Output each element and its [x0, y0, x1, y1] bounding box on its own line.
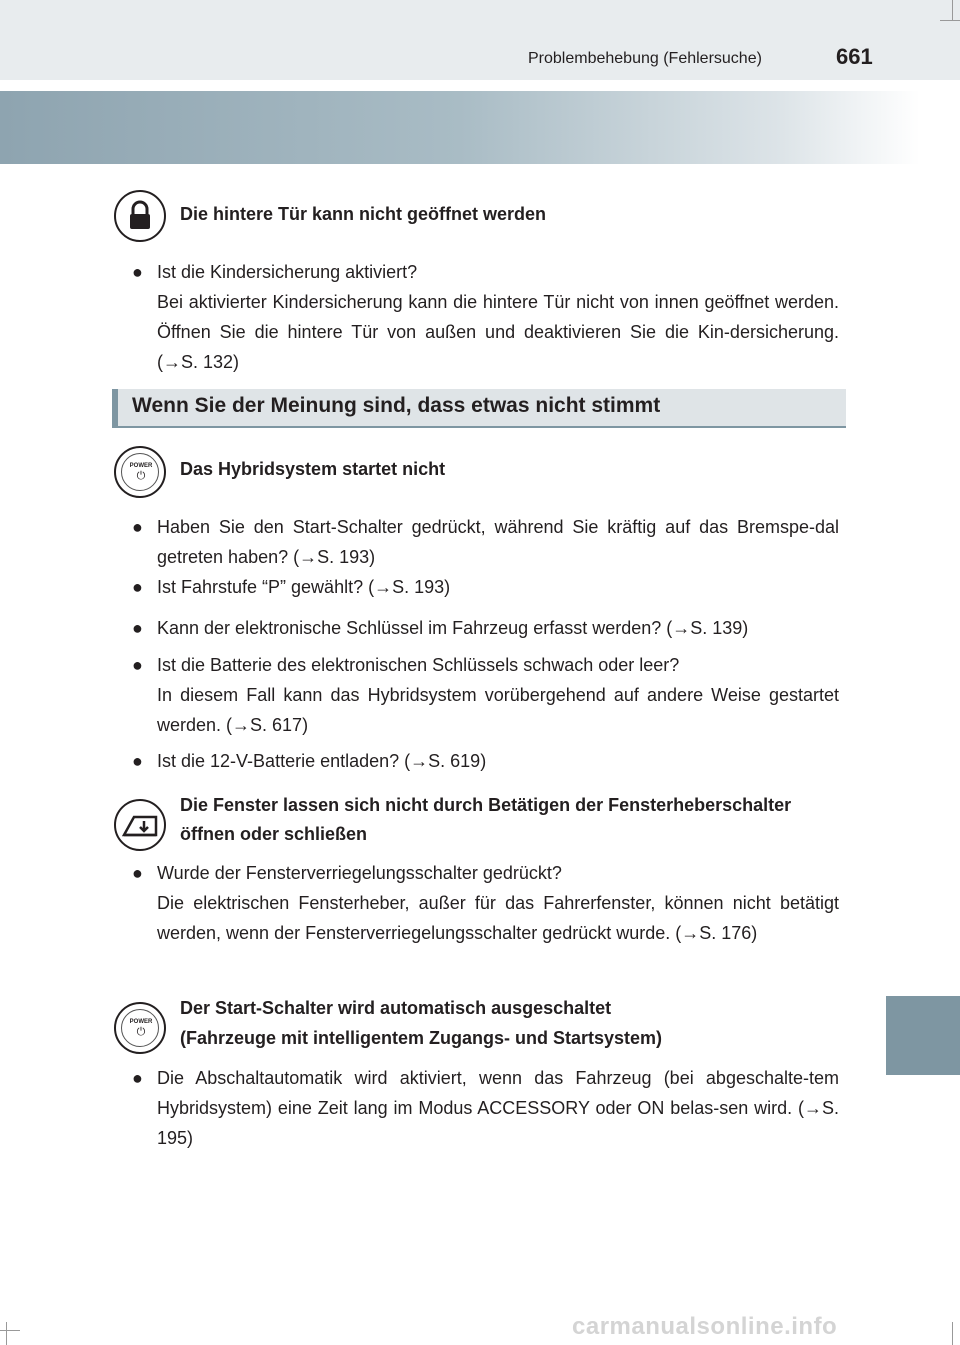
list-item — [157, 572, 839, 602]
crop-mark — [940, 20, 960, 21]
bullet-marker: ● — [132, 655, 143, 675]
power-symbol-icon: ⏻ — [136, 470, 146, 482]
list-item — [157, 613, 839, 643]
subsection-title-line: (Fahrzeuge mit intelligentem Zugangs- und Startsystem) — [180, 1028, 663, 1048]
bullet-marker: ● — [132, 262, 143, 282]
crop-mark — [0, 1330, 20, 1331]
header-bar — [0, 0, 960, 80]
item-text: Ist Fahrstufe “P” gewählt? (→S. 193) — [157, 577, 451, 597]
subsection-title: Die hintere Tür kann nicht geöffnet werden — [180, 204, 547, 224]
power-button-icon — [114, 1002, 166, 1054]
subsection-title: Die Fenster lassen sich nicht durch Betätigen der Fensterheberschalter öffnen oder schließen — [180, 795, 792, 844]
power-label: POWER — [129, 1019, 153, 1025]
bullet-marker: ● — [132, 1068, 143, 1088]
item-answer: In diesem Fall kann das Hybridsystem vorübergehend auf andere Weise gestartet werden. (→S. 617) — [157, 685, 839, 735]
section-header — [112, 389, 846, 428]
power-button-ring — [121, 1009, 159, 1047]
item-text: Ist die 12-V-Batterie entladen? (→S. 619) — [157, 751, 487, 771]
item-text: Kann der elektronische Schlüssel im Fahrzeug erfasst werden? (→S. 139) — [157, 618, 749, 638]
item-answer: Die elektrischen Fensterheber, außer für das Fahrerfenster, können nicht betätigt werden, wenn der Fensterverriegelungsschalter gedrückt wurde. (→S. 176) — [157, 893, 839, 943]
list-item — [157, 512, 839, 572]
crop-mark — [6, 1322, 7, 1345]
list-item — [157, 650, 839, 740]
section-title: Wenn Sie der Meinung sind, dass etwas nicht stimmt — [132, 394, 661, 417]
crop-mark — [952, 0, 953, 20]
watermark: carmanualsonline.info — [572, 1313, 838, 1340]
bullet-marker: ● — [132, 577, 143, 597]
power-button-icon — [114, 446, 166, 498]
page-number: 661 — [836, 44, 873, 69]
window-icon — [114, 799, 166, 851]
list-item — [157, 746, 839, 776]
power-symbol-icon: ⏻ — [136, 1026, 146, 1038]
lock-icon — [114, 190, 166, 242]
list-item — [157, 257, 839, 377]
item-answer: Bei aktivierter Kindersicherung kann die hintere Tür nicht von innen geöffnet werden. Öffnen Sie die hintere Tür von außen und deaktivieren Sie die Kin-dersicherung. (→S. 132) — [157, 292, 839, 372]
bullet-marker: ● — [132, 517, 143, 537]
chapter-tab — [886, 996, 960, 1075]
list-item — [157, 858, 839, 948]
subsection-title-line: Der Start-Schalter wird automatisch ausgeschaltet — [180, 998, 612, 1018]
item-text: Haben Sie den Start-Schalter gedrückt, während Sie kräftig auf das Bremspe-dal getreten haben? (→S. 193) — [157, 517, 839, 567]
bullet-marker: ● — [132, 618, 143, 638]
item-question: Wurde der Fensterverriegelungsschalter gedrückt? — [157, 863, 562, 883]
item-question: Ist die Kindersicherung aktiviert? — [157, 262, 418, 282]
item-text: Die Abschaltautomatik wird aktiviert, wenn das Fahrzeug (bei abgeschalte-tem Hybridsystem) eine Zeit lang im Modus ACCESSORY oder ON belas-sen wird. (→S. 195) — [157, 1068, 839, 1148]
subsection-title: Das Hybridsystem startet nicht — [180, 459, 446, 479]
power-button-ring — [121, 453, 159, 491]
bullet-marker: ● — [132, 751, 143, 771]
crop-mark — [952, 1322, 953, 1345]
item-question: Ist die Batterie des elektronischen Schlüssels schwach oder leer? — [157, 655, 680, 675]
decorative-band — [0, 91, 920, 164]
list-item — [157, 1063, 839, 1153]
power-label: POWER — [129, 463, 153, 469]
running-header: Problembehebung (Fehlersuche) — [528, 50, 762, 67]
bullet-marker: ● — [132, 863, 143, 883]
